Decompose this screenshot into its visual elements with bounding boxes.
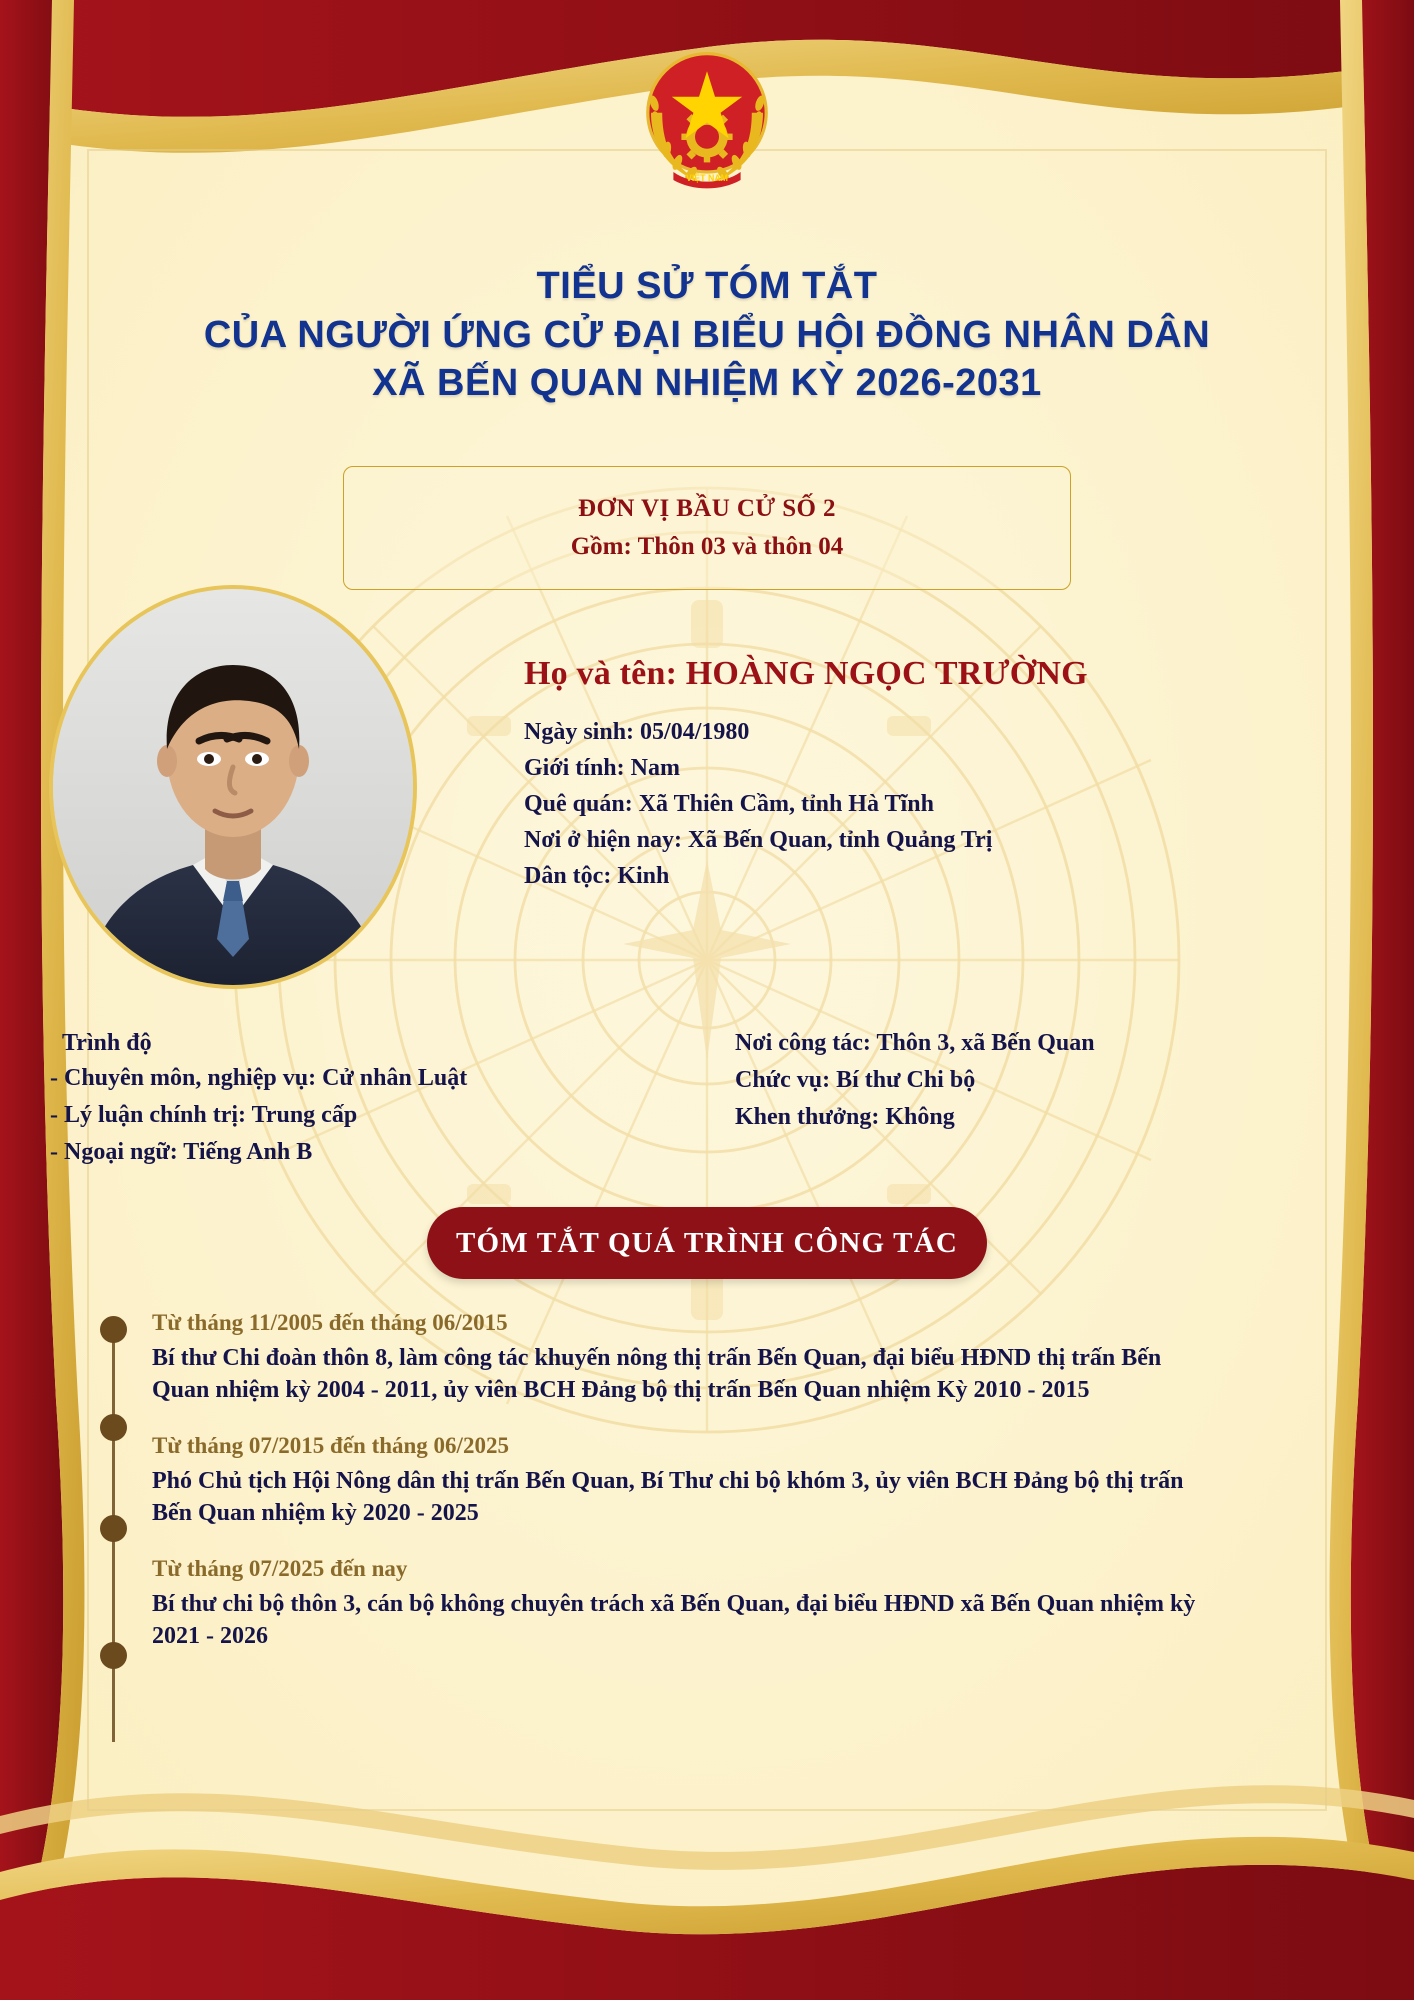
work-award: Khen thưởng: Không [735,1104,955,1130]
avatar [49,585,417,989]
candidate-gender: Giới tính: Nam [524,755,680,781]
timeline-period: Từ tháng 07/2015 đến tháng 06/2025 [152,1432,509,1458]
career-section-title: TÓM TẮT QUÁ TRÌNH CÔNG TÁC [456,1226,958,1259]
candidate-birthdate: Ngày sinh: 05/04/1980 [524,719,750,745]
candidate-photo [48,585,418,985]
career-section-banner [427,1207,987,1279]
education-block [50,1030,690,1176]
work-block [735,1030,1365,1141]
electoral-unit-number: ĐƠN VỊ BẦU CỬ SỐ 2 [578,495,836,522]
education-heading: Trình độ [62,1030,152,1056]
list-item [96,1556,1326,1653]
title-line-3: XÃ BẾN QUAN NHIỆM KỲ 2026-2031 [372,362,1042,405]
candidate-residence: Nơi ở hiện nay: Xã Bến Quan, tỉnh Quảng Trị [524,827,993,853]
work-position: Chức vụ: Bí thư Chi bộ [735,1067,976,1093]
timeline-period: Từ tháng 07/2025 đến nay [152,1555,408,1581]
education-major: - Chuyên môn, nghiệp vụ: Cử nhân Luật [50,1065,468,1091]
timeline-description: Phó Chủ tịch Hội Nông dân thị trấn Bến Quan, Bí Thư chi bộ khóm 3, ủy viên BCH Đảng bộ thị trấn Bến Quan nhiệm kỳ 2020 - 2025 [152,1467,1184,1527]
timeline-period: Từ tháng 11/2005 đến tháng 06/2015 [152,1310,508,1335]
education-politics: - Lý luận chính trị: Trung cấp [50,1102,358,1128]
timeline-description: Bí thư Chi đoàn thôn 8, làm công tác khuyến nông thị trấn Bến Quan, đại biểu HĐND thị trấn Bến Quan nhiệm kỳ 2004 - 2011, ủy viên BCH Đảng bộ thị trấn Bến Quan nhiệm Kỳ 2010 - 2015 [152,1345,1162,1404]
list-item [96,1433,1326,1530]
candidate-ethnicity: Dân tộc: Kinh [524,863,670,889]
title-line-1: TIỂU SỬ TÓM TẮT [536,265,878,307]
education-language: - Ngoại ngữ: Tiếng Anh B [50,1139,313,1165]
candidate-identity [524,655,1354,899]
candidate-name: Họ và tên: HOÀNG NGỌC TRƯỜNG [524,655,1088,692]
emblem-ribbon-text: VIỆT NAM [685,172,729,183]
title-line-2: CỦA NGƯỜI ỨNG CỬ ĐẠI BIỂU HỘI ĐỒNG NHÂN DÂN [203,313,1211,356]
career-timeline [96,1310,1326,1678]
list-item [96,1310,1326,1407]
work-place: Nơi công tác: Thôn 3, xã Bến Quan [735,1030,1095,1056]
candidate-hometown: Quê quán: Xã Thiên Cầm, tỉnh Hà Tĩnh [524,791,934,817]
national-emblem-icon [627,36,787,196]
electoral-unit-box [343,466,1071,590]
timeline-dot-icon [100,1316,127,1343]
electoral-unit-villages: Gồm: Thôn 03 và thôn 04 [570,533,844,560]
timeline-dot-icon [100,1642,127,1669]
portrait-illustration [53,589,413,985]
timeline-description: Bí thư chi bộ thôn 3, cán bộ không chuyên trách xã Bến Quan, đại biểu HĐND xã Bến Quan nhiệm kỳ 2021 - 2026 [152,1590,1196,1649]
timeline-dot-icon [100,1515,127,1542]
page-title [0,262,1414,408]
